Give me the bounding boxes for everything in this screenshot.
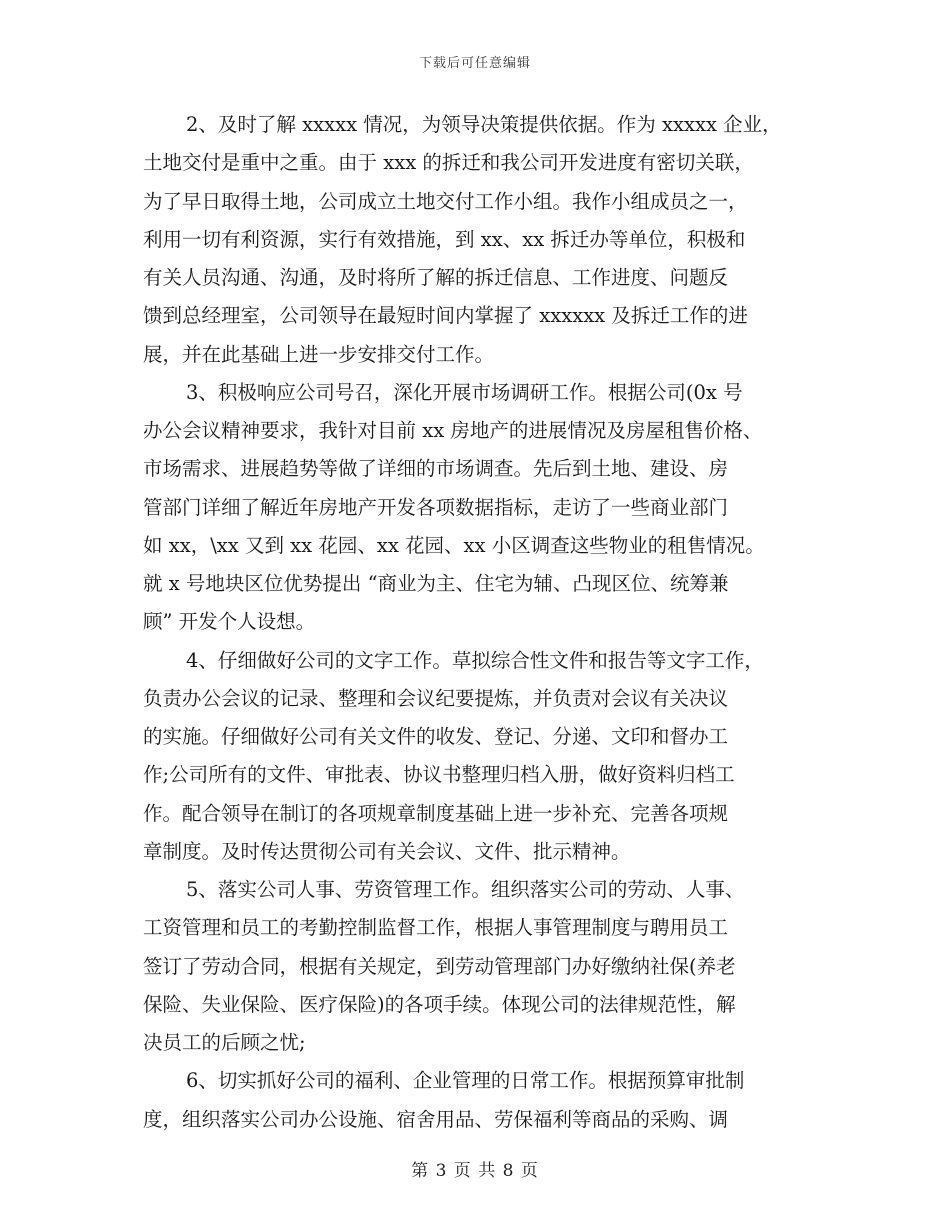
paragraph-line: 就 x 号地块区位优势提出 “商业为主、住宅为辅、凸现区位、统筹兼 [143,572,729,595]
paragraph-line: 3、积极响应公司号召，深化开展市场调研工作。根据公司(0x 号 [186,380,743,404]
paragraph-line: 签订了劳动合同，根据有关规定，到劳动管理部门办好缴纳社保(养老 [143,954,736,978]
paragraph-line: 6、切实抓好公司的福利、企业管理的日常工作。根据预算审批制 [186,1069,745,1093]
paragraph [143,642,825,872]
paragraph-line: 章制度。及时传达贯彻公司有关会议、文件、批示精神。 [143,839,631,863]
paragraph-line: 度，组织落实公司办公设施、宿舍用品、劳保福利等商品的采购、调 [143,1107,729,1131]
paragraph-line: 利用一切有利资源，实行有效措施，到 xx、xx 拆迁办等单位，积极和 [143,227,746,251]
paragraph-line: 保险、失业保险、医疗保险)的各项手续。体现公司的法律规范性，解 [143,992,736,1016]
paragraph [143,871,825,1062]
paragraph-line: 如 xx，\xx 又到 xx 花园、xx 花园、xx 小区调查这些物业的租售情况。 [143,533,765,557]
paragraph-line: 4、仔细做好公司的文字工作。草拟综合性文件和报告等文字工作， [186,648,764,672]
paragraph-line: 管部门详细了解近年房地产开发各项数据指标，走访了一些商业部门 [143,495,729,519]
page-number: 第 3 页 共 8 页 [411,1161,539,1181]
paragraph-line: 办公会议精神要求，我针对目前 xx 房地产的进展情况及房屋租售价格、 [143,419,763,442]
paragraph-line: 5、落实公司人事、劳资管理工作。组织落实公司的劳动、人事、 [186,878,745,901]
paragraph-line: 的实施。仔细做好公司有关文件的收发、登记、分递、文印和督办工 [143,725,729,748]
paragraph-line: 展，并在此基础上进一步安排交付工作。 [143,342,495,366]
paragraph-line: 作。配合领导在制订的各项规章制度基础上进一步补充、完善各项规 [143,801,729,825]
paragraph-line: 2、及时了解 xxxxx 情况，为领导决策提供依据。作为 xxxxx 企业， [186,113,782,136]
paragraph-line: 工资管理和员工的考勤控制监督工作，根据人事管理制度与聘用员工 [143,916,729,940]
paragraph [143,1062,825,1139]
paragraph-line: 负责办公会议的记录、整理和会议纪要提炼，并负责对会议有关决议 [143,686,729,710]
paragraph-line: 决员工的后顾之忧; [143,1031,306,1054]
paragraph-line: 土地交付是重中之重。由于 xxx 的拆迁和我公司开发进度有密切关联， [143,151,754,175]
paragraph [143,106,825,374]
paragraph-line: 馈到总经理室，公司领导在最短时间内掌握了 xxxxxx 及拆迁工作的进 [143,304,748,328]
paragraph-line: 顾” 开发个人设想。 [143,610,316,634]
paragraph-line: 市场需求、进展趋势等做了详细的市场调查。先后到土地、建设、房 [143,457,729,481]
paragraph-line: 为了早日取得土地，公司成立土地交付工作小组。我作小组成员之一， [143,189,748,213]
paragraph [143,374,825,642]
page-header: 下载后可任意编辑 [418,56,531,71]
paragraph-line: 有关人员沟通、沟通，及时将所了解的拆迁信息、工作进度、问题反 [143,266,729,289]
paragraph-line: 作;公司所有的文件、审批表、协议书整理归档入册，做好资料归档工 [143,763,735,787]
document-body [143,106,825,1139]
